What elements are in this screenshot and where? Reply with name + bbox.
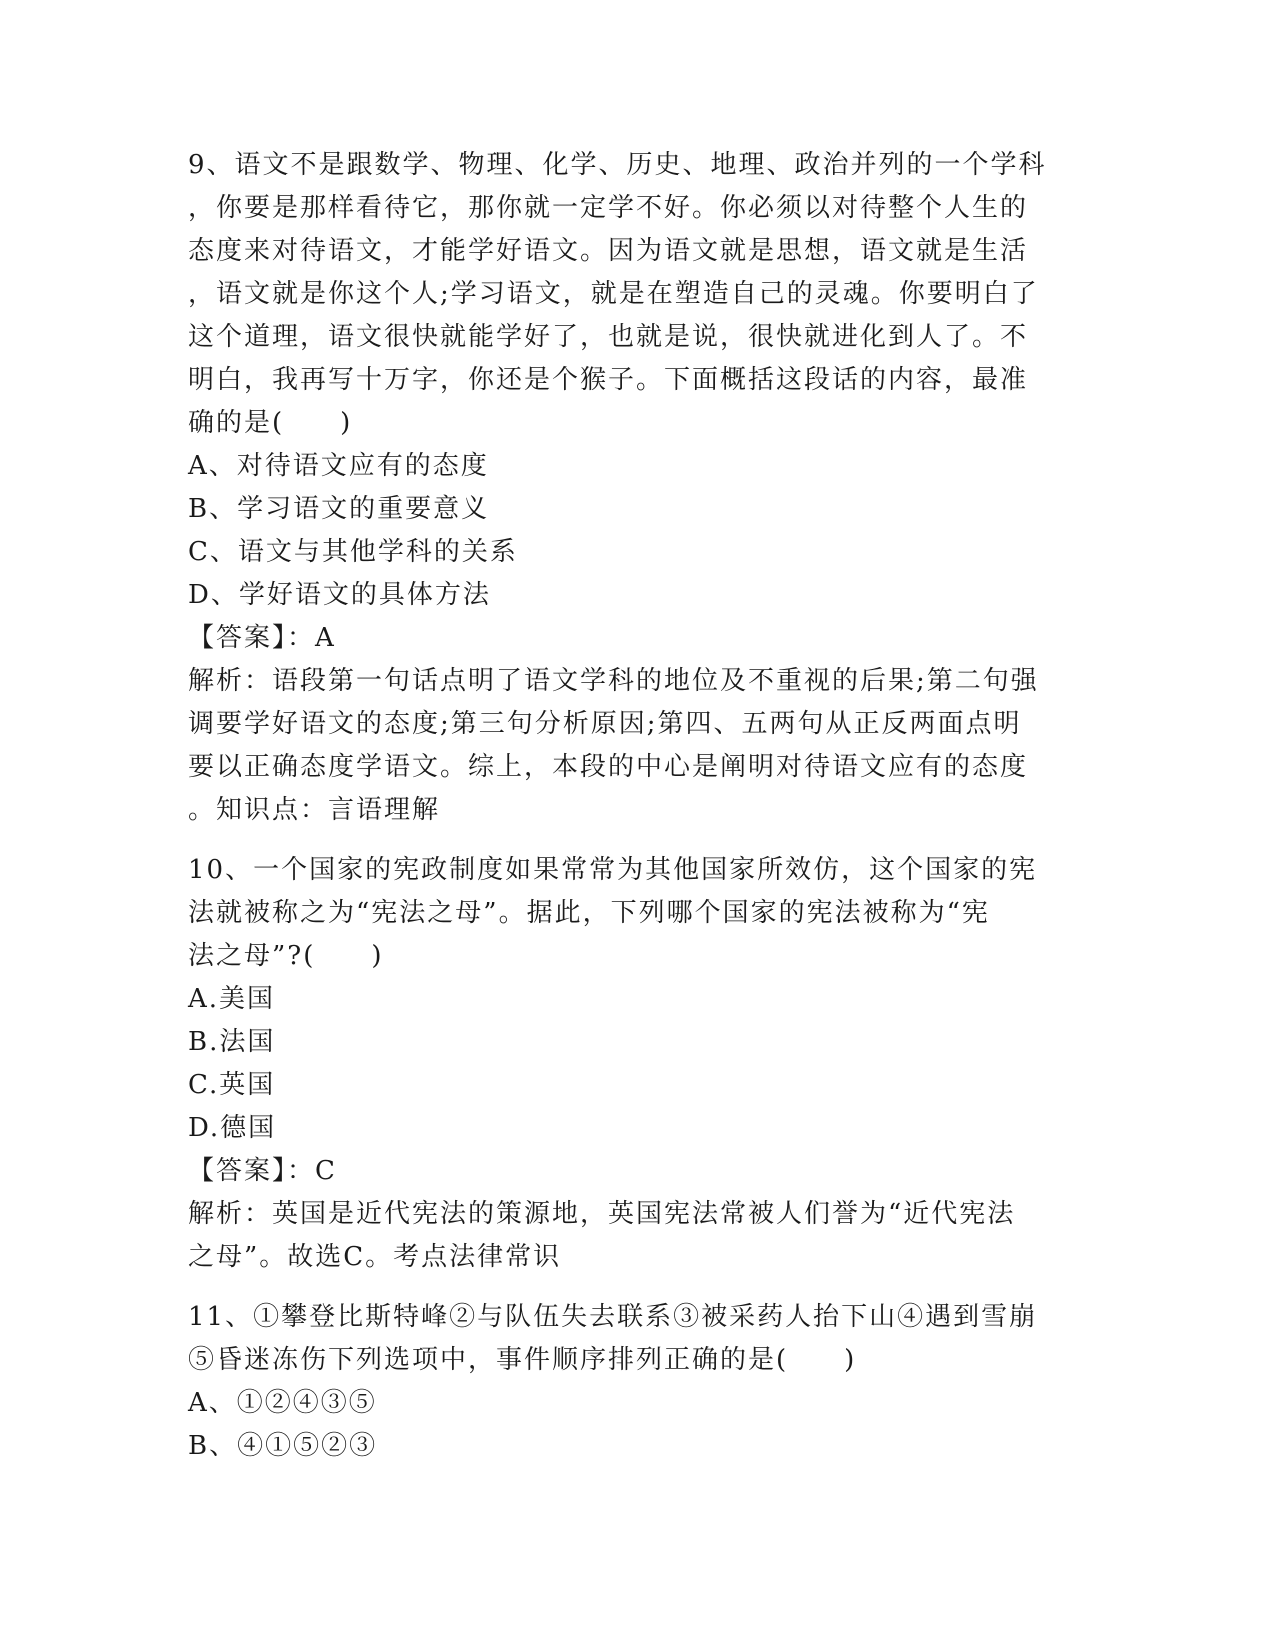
question-spacer <box>188 832 1088 849</box>
option-c: C、语文与其他学科的关系 <box>188 537 518 567</box>
question-stem-line: 10、一个国家的宪政制度如果常常为其他国家所效仿，这个国家的宪 <box>188 855 1038 885</box>
question-stem-line: ⑤昏迷冻伤下列选项中，事件顺序排列正确的是( ) <box>188 1345 857 1375</box>
option-b: B.法国 <box>188 1027 276 1057</box>
option-b: B、④①⑤②③ <box>188 1431 378 1461</box>
question-stem-line: 这个道理，语文很快就能学好了，也就是说，很快就进化到人了。不 <box>188 322 1029 352</box>
question-stem-line: 明白，我再写十万字，你还是个猴子。下面概括这段话的内容，最准 <box>188 365 1029 395</box>
answer-line: 【答案】：C <box>188 1156 337 1186</box>
answer-line: 【答案】：A <box>188 623 336 653</box>
question-stem-line: ，语文就是你这个人;学习语文，就是在塑造自己的灵魂。你要明白了 <box>188 279 1039 309</box>
option-d: D.德国 <box>188 1113 277 1143</box>
analysis-line: 要以正确态度学语文。综上，本段的中心是阐明对待语文应有的态度 <box>188 752 1029 782</box>
analysis-line: 解析：英国是近代宪法的策源地，英国宪法常被人们誉为“近代宪法 <box>188 1199 1016 1229</box>
analysis-line: 之母”。故选C。考点法律常识 <box>188 1242 562 1272</box>
question-stem-line: 11、①攀登比斯特峰②与队伍失去联系③被采药人抬下山④遇到雪崩 <box>188 1302 1038 1332</box>
option-d: D、学好语文的具体方法 <box>188 580 491 610</box>
question-stem-line: 态度来对待语文，才能学好语文。因为语文就是思想，语文就是生活 <box>188 236 1029 266</box>
option-c: C.英国 <box>188 1070 276 1100</box>
option-a: A、①②④③⑤ <box>188 1388 377 1418</box>
analysis-line: 解析：语段第一句话点明了语文学科的地位及不重视的后果;第二句强 <box>188 666 1039 696</box>
document-page <box>188 144 1088 1468</box>
question-stem-line: ，你要是那样看待它，那你就一定学不好。你必须以对待整个人生的 <box>188 193 1029 223</box>
question-stem-line: 9、语文不是跟数学、物理、化学、历史、地理、政治并列的一个学科 <box>188 150 1047 180</box>
question-stem-line: 法之母”?( ) <box>188 941 384 971</box>
question-10 <box>188 849 1088 1279</box>
question-9 <box>188 144 1088 832</box>
option-b: B、学习语文的重要意义 <box>188 494 490 524</box>
option-a: A.美国 <box>188 984 276 1014</box>
question-11 <box>188 1296 1088 1468</box>
question-stem-line: 确的是( ) <box>188 408 353 438</box>
analysis-line: 调要学好语文的态度;第三句分析原因;第四、五两句从正反两面点明 <box>188 709 1022 739</box>
option-a: A、对待语文应有的态度 <box>188 451 489 481</box>
question-stem-line: 法就被称之为“宪法之母”。据此，下列哪个国家的宪法被称为“宪 <box>188 898 990 928</box>
analysis-line: 。知识点：言语理解 <box>188 795 441 825</box>
question-spacer <box>188 1279 1088 1296</box>
